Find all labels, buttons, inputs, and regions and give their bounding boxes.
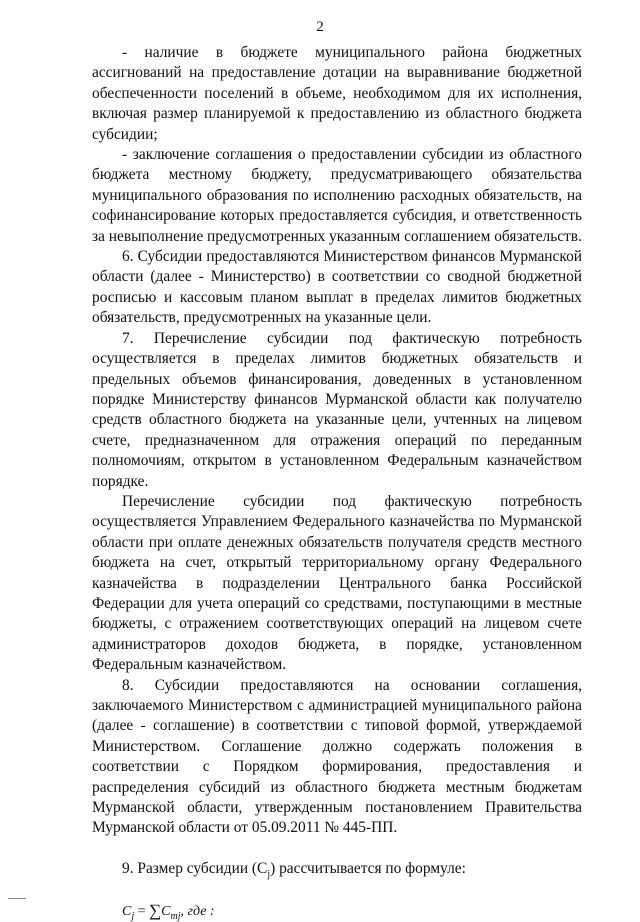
formula-lhs: C (122, 904, 132, 920)
formula-term: C (161, 904, 171, 920)
paragraph-item-6: 6. Субсидии предоставляются Министерством финансов Мурманской области (далее - Министерство) в соответствии со сводной бюджетной росписью и кассовым планом выплат в пределах лимитов бюджетных обязательств, предусмотренных на указанные цели. (92, 248, 582, 327)
paragraph-subsidy-agreement: - заключение соглашения о предоставлении субсидии из областного бюджета местному бюджету, предусматривающего обязательства муниципального образования по исполнению расходных обязательств, на софинансирование которых предоставляется субсидия, и ответственность за невыполнение предусмотренных указанным соглашением обязательств. (92, 146, 582, 245)
item-9-text-start: 9. Размер субсидии (C (122, 859, 268, 877)
subsidy-formula (122, 901, 582, 922)
paragraph-budget-allocations: - наличие в бюджете муниципального района бюджетных ассигнований на предоставление дотации на выравнивание бюджетной обеспеченности поселений в объеме, необходимом для их исполнения, включая размер планируемой к предоставлению из областного бюджета субсидии; (92, 44, 582, 143)
formula-term-subscript: mj (170, 911, 181, 922)
formula-tail: , где : (180, 904, 215, 920)
paragraph-item-9 (92, 859, 582, 879)
formula-equals: = (134, 904, 150, 920)
paragraph-item-7: 7. Перечисление субсидии под фактическую потребность осуществляется в пределах лимитов бюджетных обязательств и предельных объемов финансирования, доведенных в установленном порядке Министерству финансов Мурманской области как получателю средств областного бюджета на указанные цели, учтенных на лицевом счете, предназначенном для отражения операций по переданным полномочиям, открытом в установленном Федеральным казначейством порядке. (92, 329, 582, 490)
footer-mark (8, 898, 26, 899)
paragraph-item-8: 8. Субсидии предоставляются на основании соглашения, заключаемого Министерством с администрацией муниципального района (далее - соглашение) в соответствии с типовой формой, утверждаемой Министерством. Соглашение должно содержать положения в соответствии с Порядком формирования, предоставления и распределения субсидий из областного бюджета местным бюджетам Мурманской области, утвержденным постановлением Правительства Мурманской области от 05.09.2011 № 445-ПП. (92, 676, 582, 837)
page-number: 2 (316, 19, 324, 35)
formula-lhs-subscript: j (131, 911, 135, 922)
item-9-subscript: j (267, 868, 271, 880)
paragraph-transfer-procedure: Перечисление субсидии под фактическую потребность осуществляется Управлением Федерального казначейства по Мурманской области при оплате денежных обязательств получателя средств местного бюджета на счет, открытый территориальному органу Федерального казначейства в подразделении Центрального банка Российской Федерации для учета операций со средствами, поступающими в местные бюджеты, с отражением соответствующих операций на лицевом счете администраторов доходов бюджета, в порядке, установленном Федеральным казначейством. (92, 492, 582, 674)
item-9-text-end: ) рассчитывается по формуле: (270, 859, 466, 877)
formula-sum-symbol: ∑ (149, 901, 162, 921)
document-body (92, 43, 582, 922)
